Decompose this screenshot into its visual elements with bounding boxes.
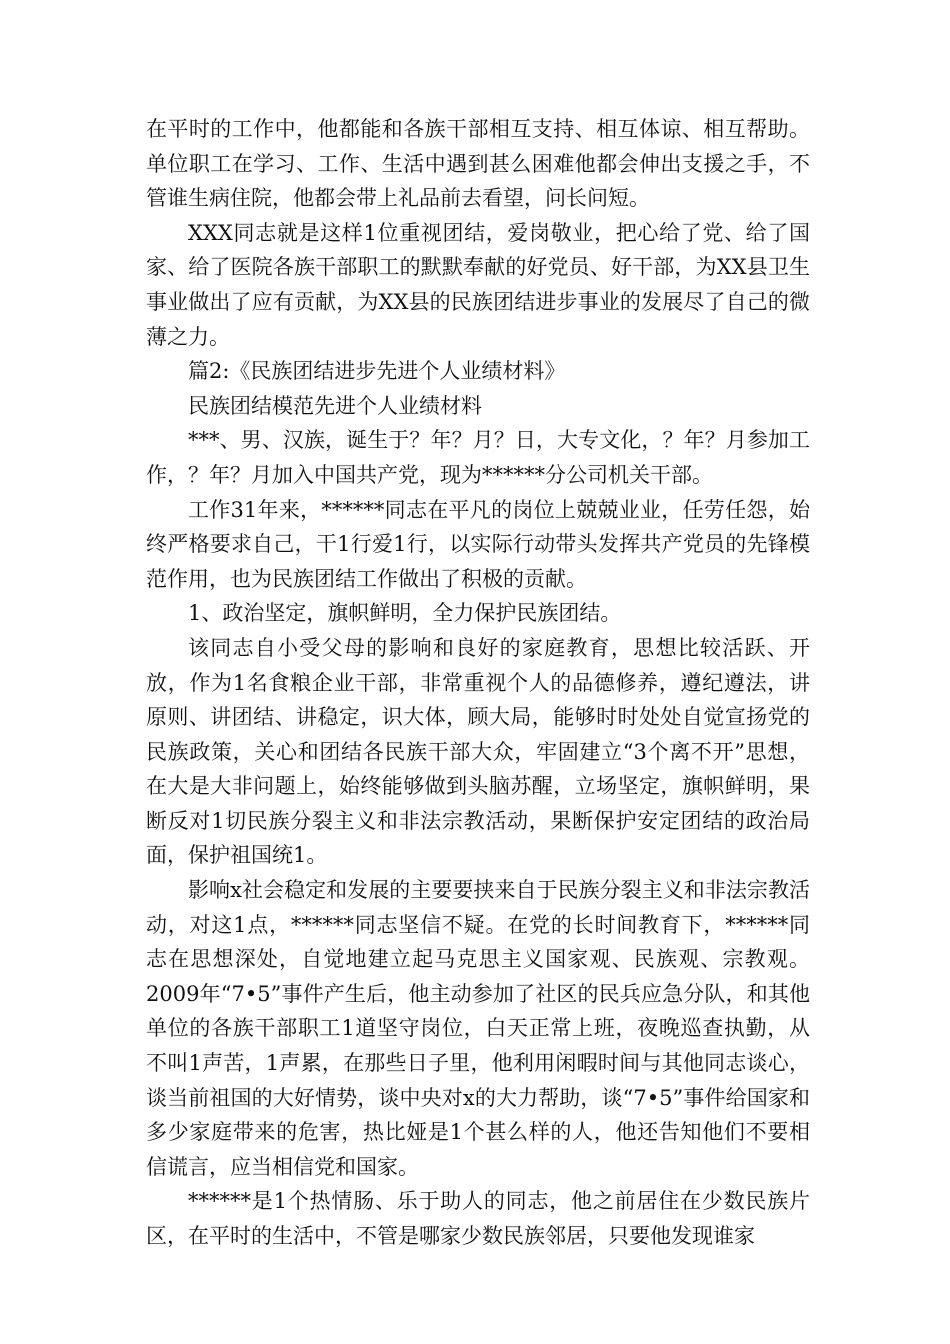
paragraph-10: ******是1个热情肠、乐于助人的同志，他之前居住在少数民族片区，在平时的生活中，不管是哪家少数民族邻居，只要他发现谁家	[146, 1189, 810, 1248]
paragraph-9: 影响x社会稳定和发展的主要要挟来自于民族分裂主义和非法宗教活动，对这1点，******同志坚信不疑。在党的长时间教育下，******同志在思想深处，自觉地建立起马克思主义国家观、民族观、宗教观。2009年“7•5”事件产生后，他主动参加了社区的民兵应急分队，和其他单位的各族干部职工1道坚守岗位，白天正常上班，夜晚巡查执勤，从不叫1声苦，1声累，在那些日子里，他利用闲暇时间与其他同志谈心，谈当前祖国的大好情势，谈中央对x的大力帮助，谈“7•5”事件给国家和多少家庭带来的危害，热比娅是1个甚么样的人，他还告知他们不要相信谎言，应当相信党和国家。	[146, 878, 810, 1179]
paragraph-8: 该同志自小受父母的影响和良好的家庭教育，思想比较活跃、开放，作为1名食粮企业干部，非常重视个人的品德修养，遵纪遵法，讲原则、讲团结、讲稳定，识大体，顾大局，能够时时处处自觉宣扬党的民族政策，关心和团结各民族干部大众，牢固建立“3个离不开”思想，在大是大非问题上，始终能够做到头脑苏醒，立场坚定，旗帜鲜明，果断反对1切民族分裂主义和非法宗教活动，果断保护安定团结的政治局面，保护祖国统1。	[146, 635, 810, 868]
section-title: 篇2:《民族团结进步先进个人业绩材料》	[188, 359, 566, 384]
section-subtitle: 民族团结模范先进个人业绩材料	[188, 393, 482, 418]
section-heading-1: 1、政治坚定，旗帜鲜明，全力保护民族团结。	[188, 601, 622, 626]
paragraph-5: ***、男、汉族，诞生于？年？月？日，大专文化，？年？月参加工作，？年？月加入中国共产党，现为******分公司机关干部。	[146, 428, 810, 487]
paragraph-2: XXX同志就是这样1位重视团结，爱岗敬业，把心给了党、给了国家、给了医院各族干部职工的默默奉献的好党员、好干部，为XX县卫生事业做出了应有贡献，为XX县的民族团结进步事业的发展尽了自己的微薄之力。	[146, 220, 810, 349]
paragraph-6: 工作31年来，******同志在平凡的岗位上兢兢业业，任劳任怨，始终严格要求自己，干1行爱1行，以实际行动带头发挥共产党员的先锋模范作用，也为民族团结工作做出了积极的贡献。	[146, 497, 810, 591]
paragraph-1: 在平时的工作中，他都能和各族干部相互支持、相互体谅、相互帮助。单位职工在学习、工作、生活中遇到甚么困难他都会伸出支援之手，不管谁生病住院，他都会带上礼品前去看望，问长问短。	[146, 117, 810, 211]
document-page	[146, 112, 810, 1254]
